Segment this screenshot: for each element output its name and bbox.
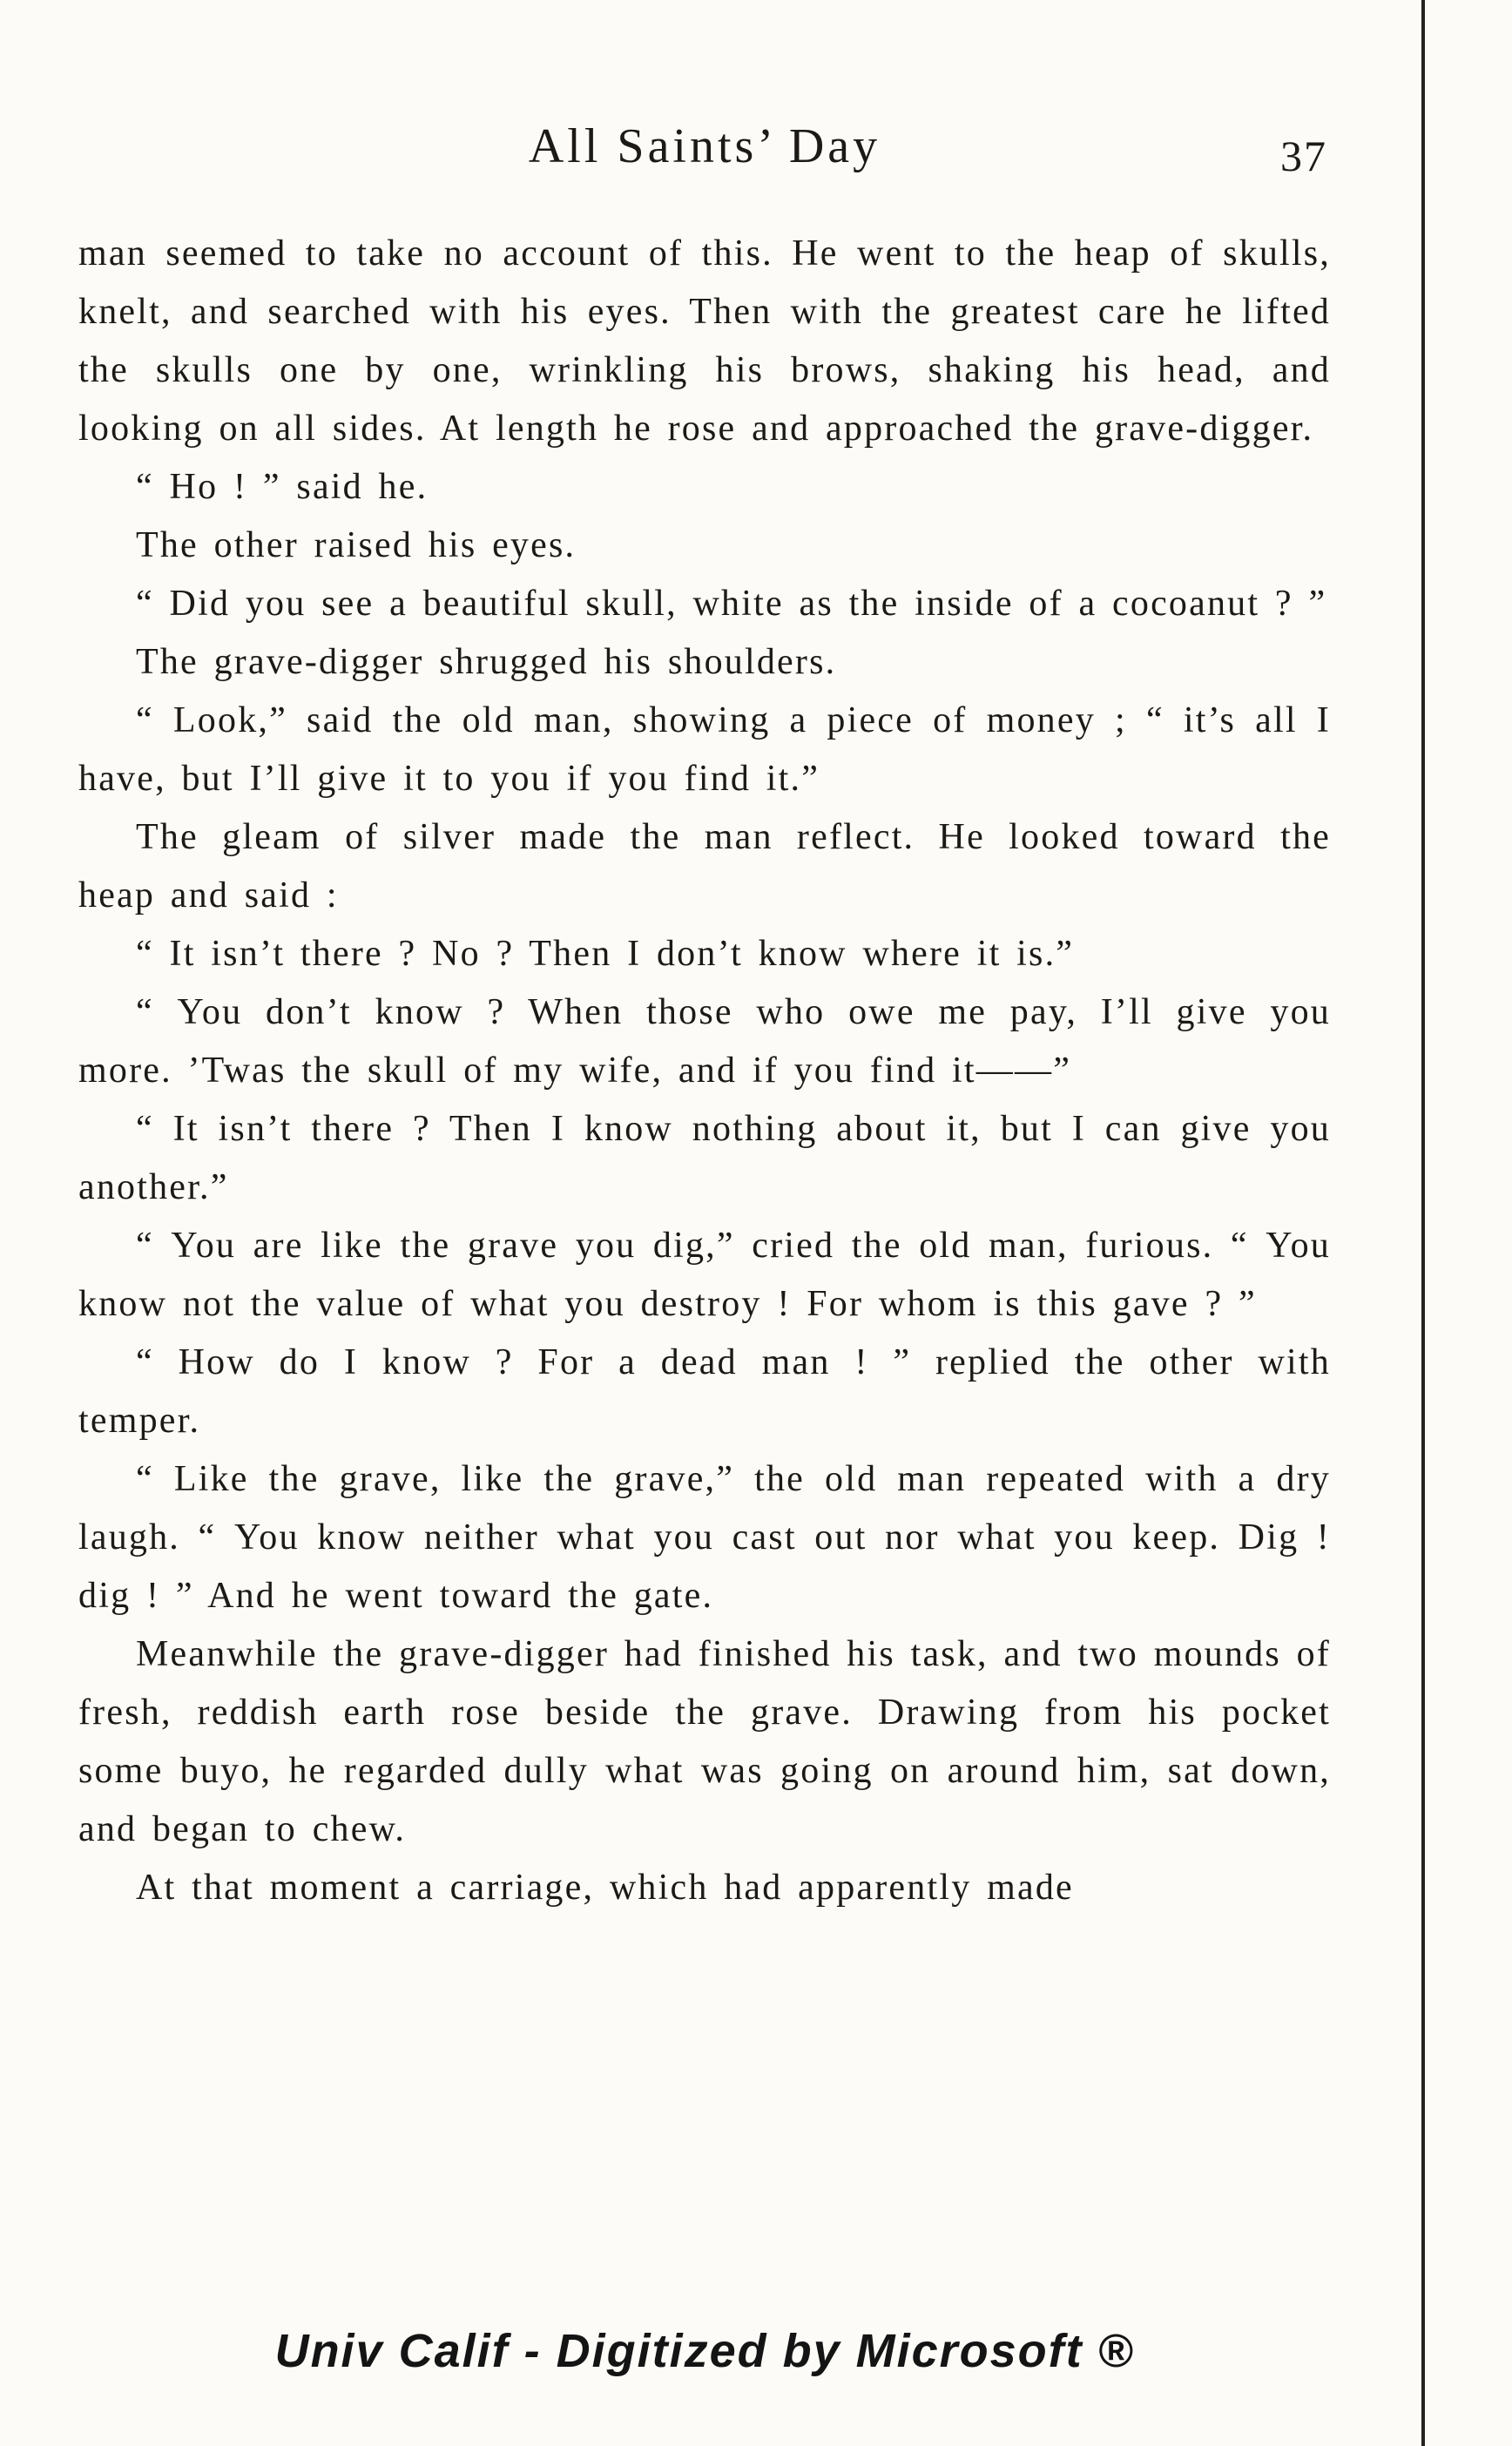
page-edge-line: [1421, 0, 1425, 2446]
paragraph: Meanwhile the grave-digger had finished his task, and two mounds of fresh, reddish earth rose beside the grave. Drawing from his pocket some buyo, he regarded dully what was going on around him, sat down, and began to chew.: [78, 1634, 1331, 1849]
paragraph: The gleam of silver made the man reflect. He looked toward the heap and said :: [78, 817, 1331, 916]
paragraph: The other raised his eyes.: [136, 525, 577, 565]
chapter-title: All Saints’ Day: [528, 119, 881, 173]
paragraph: “ Ho ! ” said he.: [136, 467, 429, 507]
paragraph: “ Look,” said the old man, showing a piece of money ; “ it’s all I have, but I’ll give it to you if you find it.”: [78, 700, 1331, 799]
paragraph: “ Did you see a beautiful skull, white as the inside of a cocoanut ? ”: [136, 584, 1327, 624]
paragraph: At that moment a carriage, which had apparently made: [136, 1868, 1074, 1908]
paragraph: “ You are like the grave you dig,” cried the old man, furious. “ You know not the value of what you destroy ! For whom is this gave ? ”: [78, 1226, 1331, 1324]
watermark-footer: [78, 2324, 1331, 2378]
paragraph: “ You don’t know ? When those who owe me pay, I’ll give you more. ’Twas the skull of my wife, and if you find it——”: [78, 992, 1331, 1091]
body-text: [78, 225, 1331, 1917]
digitization-watermark: Univ Calif - Digitized by Microsoft ®: [274, 2325, 1135, 2377]
paragraph: man seemed to take no account of this. He went to the heap of skulls, knelt, and searched with his eyes. Then with the greatest care he lifted the skulls one by one, wrinkling his brows, shaking his head, and looking on all sides. At length he rose and approached the grave-digger.: [78, 233, 1331, 449]
paragraph: “ It isn’t there ? Then I know nothing about it, but I can give you another.”: [78, 1109, 1331, 1207]
page-number: 37: [1280, 132, 1327, 180]
running-header: [78, 119, 1331, 185]
paragraph: “ How do I know ? For a dead man ! ” replied the other with temper.: [78, 1342, 1331, 1441]
paragraph: “ Like the grave, like the grave,” the old man repeated with a dry laugh. “ You know neither what you cast out nor what you keep. Dig ! dig ! ” And he went toward the gate.: [78, 1459, 1331, 1616]
paragraph: “ It isn’t there ? No ? Then I don’t know where it is.”: [136, 934, 1075, 974]
paragraph: The grave-digger shrugged his shoulders.: [136, 642, 837, 682]
